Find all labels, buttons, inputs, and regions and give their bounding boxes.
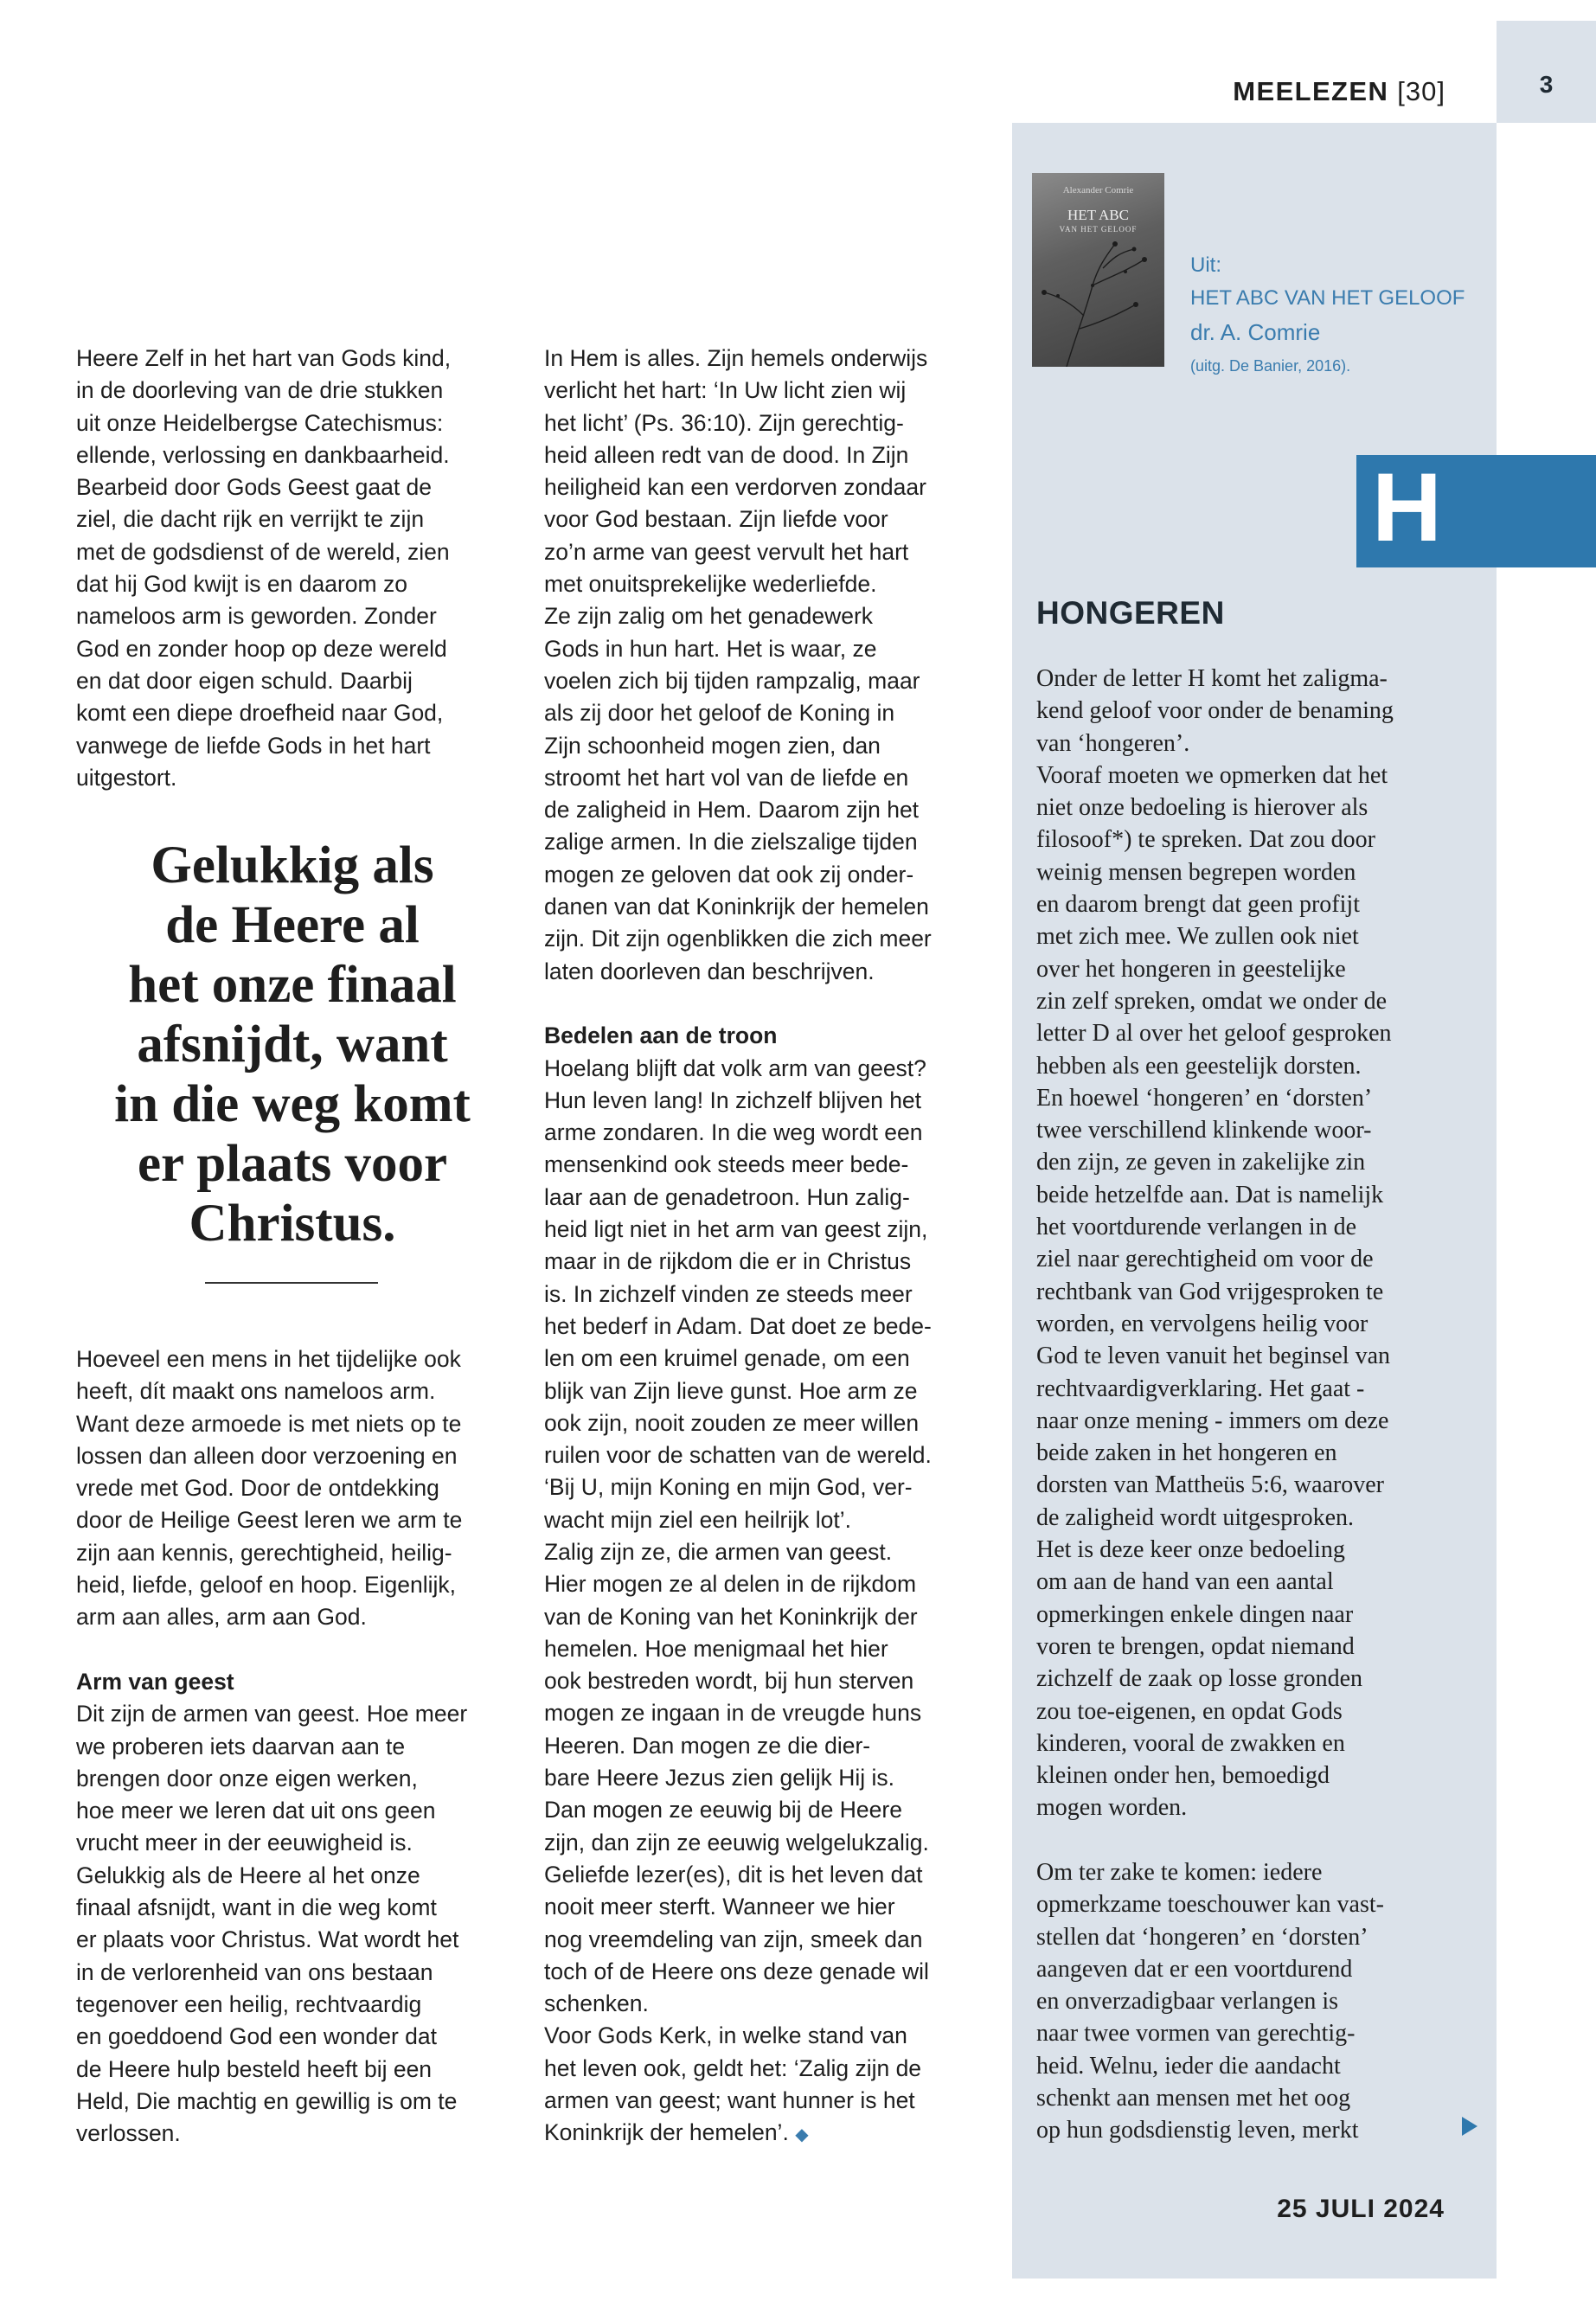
body-line: heid, liefde, geloof en hoop. Eigenlijk,	[76, 1572, 457, 1599]
body-line: Ze zijn zalig om het genadewerk	[544, 603, 874, 630]
body-line: uit onze Heidelbergse Catechismus:	[76, 409, 444, 436]
body-line: zijn. Dit zijn ogenblikken die zich meer	[544, 926, 932, 952]
book-cover	[1032, 173, 1164, 367]
body-line: de Heere hulp besteld heeft bij een	[76, 2055, 433, 2082]
column-1-bottom	[76, 1343, 467, 2150]
body-line: niet onze bedoeling is hierover als	[1036, 794, 1368, 822]
body-line: En hoewel ‘hongeren’ en ‘dorsten’	[1036, 1084, 1373, 1112]
body-line: stellen dat ‘hongeren’ en ‘dorsten’	[1036, 1923, 1368, 1951]
body-line: het leven ook, geldt het: ‘Zalig zijn de	[544, 2054, 922, 2081]
body-line: filosoof*) te spreken. Dat zou door	[1036, 826, 1375, 854]
body-line: Om ter zake te komen: iedere	[1036, 1858, 1323, 1886]
column-2	[544, 343, 932, 2150]
body-line: de zaligheid in Hem. Daarom zijn het	[544, 797, 920, 824]
body-line: In Hem is alles. Zijn hemels onderwijs	[544, 345, 928, 371]
final-text: Koninkrijk der hemelen’.	[544, 2119, 789, 2146]
body-line: Hoelang blijft dat volk arm van geest?	[544, 1054, 926, 1081]
body-line: maar in de rijkdom die er in Christus	[544, 1248, 912, 1275]
quote-line: afsnijdt, want	[137, 1016, 448, 1074]
body-line: rechtbank van God vrijgesproken te	[1036, 1278, 1384, 1305]
body-line: in de doorleving van de drie stukken	[76, 377, 444, 404]
body-line: weinig mensen begrepen worden	[1036, 858, 1356, 886]
body-line: den zijn, ze geven in zakelijke zin	[1036, 1149, 1366, 1176]
body-line: len om een kruimel genade, om een	[544, 1345, 910, 1372]
body-line: hemelen. Hoe menigmaal het hier	[544, 1635, 888, 1662]
body-line: laar aan de genadetroon. Hun zalig-	[544, 1183, 910, 1210]
body-line: zin zelf spreken, omdat we onder de	[1036, 987, 1388, 1015]
body-line: worden, en vervolgens heilig voor	[1036, 1310, 1368, 1337]
source-publisher: (uitg. De Banier, 2016).	[1190, 357, 1351, 375]
body-line: vrede met God. Door de ontdekking	[76, 1475, 439, 1502]
page-number: 3	[1539, 71, 1554, 98]
body-line: Hier mogen ze al delen in de rijkdom	[544, 1571, 917, 1598]
body-line: naar twee vormen van gerechtig-	[1036, 2020, 1356, 2048]
quote-line: Gelukkig als	[151, 836, 434, 894]
body-line: opmerkzame toeschouwer kan vast-	[1036, 1891, 1384, 1919]
body-line: mensenkind ook steeds meer bede-	[544, 1151, 909, 1178]
body-line: en onverzadigbaar verlangen is	[1036, 1988, 1339, 2016]
body-line: danen van dat Koninkrijk der hemelen	[544, 894, 929, 920]
body-line: zou toe-eigenen, en opdat Gods	[1036, 1697, 1343, 1725]
cover-subtitle: VAN HET GELOOF	[1059, 225, 1138, 234]
body-line: door de Heilige Geest leren we arm te	[76, 1507, 463, 1534]
body-line: Zalig zijn ze, die armen van geest.	[544, 1538, 893, 1565]
quote-line: het onze finaal	[128, 956, 457, 1014]
cover-branches-illustration	[1032, 234, 1164, 367]
body-line: rechtvaardigverklaring. Het gaat -	[1036, 1375, 1365, 1402]
body-line: Hun leven lang! In zichzelf blijven het	[544, 1086, 922, 1113]
body-line: ‘Bij U, mijn Koning en mijn God, ver-	[544, 1474, 913, 1501]
body-line: uitgestort.	[76, 764, 177, 791]
cover-author: Alexander Comrie	[1062, 185, 1134, 195]
body-line: voor God bestaan. Zijn liefde voor	[544, 506, 888, 533]
body-line: zo’n arme van geest vervult het hart	[544, 538, 909, 565]
body-line: opmerkingen enkele dingen naar	[1036, 1600, 1354, 1628]
body-line: dat hij God kwijt is en daarom zo	[76, 571, 407, 598]
body-line: heiligheid kan een verdorven zondaar	[544, 474, 926, 501]
body-line: ook zijn, nooit zouden ze meer willen	[544, 1409, 920, 1436]
body-line: arm aan alles, arm aan God.	[76, 1604, 367, 1631]
pull-quote	[76, 836, 509, 1253]
body-line: met de godsdienst of de wereld, zien	[76, 538, 450, 565]
body-line: met onuitsprekelijke wederliefde.	[544, 571, 877, 598]
body-line: en goeddoend God een wonder dat	[76, 2023, 437, 2050]
body-line: over het hongeren in geestelijke	[1036, 955, 1346, 983]
book-source	[1190, 249, 1484, 382]
body-line: komt een diepe droefheid naar God,	[76, 700, 444, 727]
body-line: beide hetzelfde aan. Dat is namelijk	[1036, 1181, 1384, 1208]
body-line: om aan de hand van een aantal	[1036, 1568, 1334, 1596]
body-line: mogen ze ingaan in de vreugde huns	[544, 1700, 922, 1727]
body-line: verlicht het hart: ‘In Uw licht zien wij	[544, 377, 907, 404]
body-line: op hun godsdienstig leven, merkt	[1036, 2117, 1359, 2144]
body-line: heid alleen redt van de dood. In Zijn	[544, 441, 909, 468]
body-line: het voortdurende verlangen in de	[1036, 1214, 1357, 1241]
body-line: dorsten van Mattheüs 5:6, waarover	[1036, 1471, 1384, 1499]
body-line: voelen zich bij tijden rampzalig, maar	[544, 667, 920, 694]
section-title: HONGEREN	[1036, 595, 1225, 631]
body-line: stroomt het hart vol van de liefde en	[544, 764, 909, 791]
body-line: schenken.	[544, 1990, 649, 2017]
body-line: Vooraf moeten we opmerken dat het	[1036, 761, 1388, 789]
section-name: MEELEZEN	[1233, 76, 1389, 106]
body-line: tegenover een heilig, rechtvaardig	[76, 1990, 422, 2017]
body-line: er plaats voor Christus. Wat wordt het	[76, 1926, 459, 1953]
body-line: Dan mogen ze eeuwig bij de Heere	[544, 1797, 902, 1823]
body-line: aangeven dat er een voortdurend	[1036, 1955, 1353, 1983]
body-line: Gelukkig als de Heere al het onze	[76, 1862, 420, 1888]
continue-arrow-icon	[1462, 2117, 1477, 2136]
body-line: hebben als een geestelijk dorsten.	[1036, 1052, 1362, 1080]
body-line: het licht’ (Ps. 36:10). Zijn gerechtig-	[544, 409, 904, 436]
body-line: twee verschillend klinkende woor-	[1036, 1117, 1372, 1144]
body-line: ziel naar gerechtigheid om voor de	[1036, 1246, 1374, 1273]
letter-h: H	[1372, 453, 1442, 561]
body-line: we proberen iets daarvan aan te	[76, 1733, 406, 1759]
source-author: dr. A. Comrie	[1190, 319, 1321, 345]
body-line: als zij door het geloof de Koning in	[544, 700, 895, 727]
body-line: Zijn schoonheid mogen zien, dan	[544, 732, 881, 759]
quote-line: de Heere al	[165, 896, 420, 954]
body-line: verlossen.	[76, 2120, 181, 2147]
subheading: Bedelen aan de troon	[544, 1022, 778, 1049]
issue-date: 25 JULI 2024	[1277, 2195, 1445, 2223]
issue-number: [30]	[1397, 76, 1445, 106]
quote-line: Christus.	[189, 1195, 396, 1253]
body-line: en dat door eigen schuld. Daarbij	[76, 667, 413, 694]
body-line: Want deze armoede is met niets op te	[76, 1410, 462, 1437]
body-line: nog vreemdeling van zijn, smeek dan	[544, 1926, 923, 1952]
body-line: beide zaken in het hongeren en	[1036, 1439, 1337, 1467]
quote-divider	[205, 1282, 378, 1284]
body-line: Dit zijn de armen van geest. Hoe meer	[76, 1701, 468, 1727]
body-line: heid. Welnu, ieder die aandacht	[1036, 2052, 1341, 2080]
body-line: hoe meer we leren dat uit ons geen	[76, 1798, 436, 1824]
end-mark-diamond-icon: ◆	[795, 2125, 809, 2145]
body-line: Held, Die machtig en gewillig is om te	[76, 2087, 458, 2114]
body-line: van de Koning van het Koninkrijk der	[544, 1603, 918, 1630]
body-line: brengen door onze eigen werken,	[76, 1765, 418, 1791]
subheading: Arm van geest	[76, 1668, 234, 1695]
body-line: vanwege de liefde Gods in het hart	[76, 732, 431, 759]
body-line: naar onze mening - immers om deze	[1036, 1407, 1389, 1434]
body-line: lossen dan alleen door verzoening en	[76, 1442, 458, 1469]
quote-line: in die weg komt	[114, 1075, 471, 1133]
body-line: het bederf in Adam. Dat doet ze bede-	[544, 1312, 932, 1339]
body-line: zijn, dan zijn ze eeuwig welgelukzalig.	[544, 1829, 929, 1856]
body-line: zalige armen. In die zielszalige tijden	[544, 829, 918, 856]
cover-title: HET ABC	[1067, 207, 1129, 223]
body-line: letter D al over het geloof gesproken	[1036, 1020, 1392, 1048]
body-line: Heere Zelf in het hart van Gods kind,	[76, 345, 452, 371]
body-line: voren te brengen, opdat niemand	[1036, 1632, 1355, 1660]
body-line: kleinen onder hen, bemoedigd	[1036, 1762, 1330, 1790]
body-line: is. In zichzelf vinden ze steeds meer	[544, 1280, 913, 1307]
column-3	[1036, 663, 1394, 2147]
body-line: God en zonder hoop op deze wereld	[76, 635, 447, 662]
body-line-final	[544, 2117, 932, 2149]
body-line: Hoeveel een mens in het tijdelijke ook	[76, 1346, 461, 1372]
body-line: met zich mee. We zullen ook niet	[1036, 923, 1359, 951]
source-title: HET ABC VAN HET GELOOF	[1190, 286, 1465, 310]
body-line: ziel, die dacht rijk en verrijkt te zijn	[76, 506, 425, 533]
body-line: Gods in hun hart. Het is waar, ze	[544, 635, 877, 662]
body-line: finaal afsnijdt, want in die weg komt	[76, 1894, 437, 1921]
body-line: nooit meer sterft. Wanneer we hier	[544, 1894, 895, 1920]
body-line: Bearbeid door Gods Geest gaat de	[76, 474, 433, 501]
body-line: arme zondaren. In die weg wordt een	[544, 1119, 923, 1146]
body-line: de zaligheid wordt uitgesproken.	[1036, 1503, 1355, 1531]
body-line: nameloos arm is geworden. Zonder	[76, 603, 437, 630]
body-line: armen van geest; want hunner is het	[544, 2087, 915, 2114]
letter-tab	[1356, 455, 1596, 567]
body-line: bare Heere Jezus zien gelijk Hij is.	[544, 1765, 895, 1791]
body-line: toch of de Heere ons deze genade wil	[544, 1958, 929, 1984]
body-line: kinderen, vooral de zwakken en	[1036, 1729, 1345, 1757]
body-line: Het is deze keer onze bedoeling	[1036, 1536, 1345, 1564]
body-line: ook bestreden wordt, bij hun sterven	[544, 1668, 914, 1695]
body-line: en daarom brengt dat geen profijt	[1036, 891, 1360, 919]
body-line: in de verlorenheid van ons bestaan	[76, 1958, 433, 1985]
body-line: zijn aan kennis, gerechtigheid, heilig-	[76, 1539, 452, 1566]
body-line: heeft, dít maakt ons nameloos arm.	[76, 1378, 436, 1405]
body-line: kend geloof voor onder de benaming	[1036, 697, 1394, 725]
body-line: mogen ze geloven dat ook zij onder-	[544, 861, 914, 888]
body-line: heid ligt niet in het arm van geest zijn,	[544, 1216, 928, 1243]
body-line: Heeren. Dan mogen ze die dier-	[544, 1732, 871, 1759]
body-line: Voor Gods Kerk, in welke stand van	[544, 2022, 907, 2049]
body-line: Onder de letter H komt het zaligma-	[1036, 665, 1388, 692]
body-line: wacht mijn ziel een heilrijk lot’.	[544, 1506, 851, 1533]
body-line: blijk van Zijn lieve gunst. Hoe arm ze	[544, 1377, 918, 1404]
body-line: mogen worden.	[1036, 1794, 1188, 1822]
body-line: God te leven vanuit het beginsel van	[1036, 1343, 1390, 1370]
body-line: Geliefde lezer(es), dit is het leven dat	[544, 1861, 923, 1888]
body-line: van ‘hongeren’.	[1036, 729, 1190, 757]
section-header	[1233, 76, 1445, 107]
body-line: vrucht meer in der eeuwigheid is.	[76, 1830, 413, 1856]
body-line: laten doorleven dan beschrijven.	[544, 958, 875, 984]
body-line: ellende, verlossing en dankbaarheid.	[76, 441, 450, 468]
source-label: Uit:	[1190, 253, 1221, 277]
body-line: schenkt aan mensen met het oog	[1036, 2085, 1351, 2112]
body-line: zichzelf de zaak op losse gronden	[1036, 1665, 1363, 1693]
column-1-top	[76, 343, 451, 794]
body-line: ruilen voor de schatten van de wereld.	[544, 1442, 932, 1469]
quote-line: er plaats voor	[137, 1135, 448, 1193]
